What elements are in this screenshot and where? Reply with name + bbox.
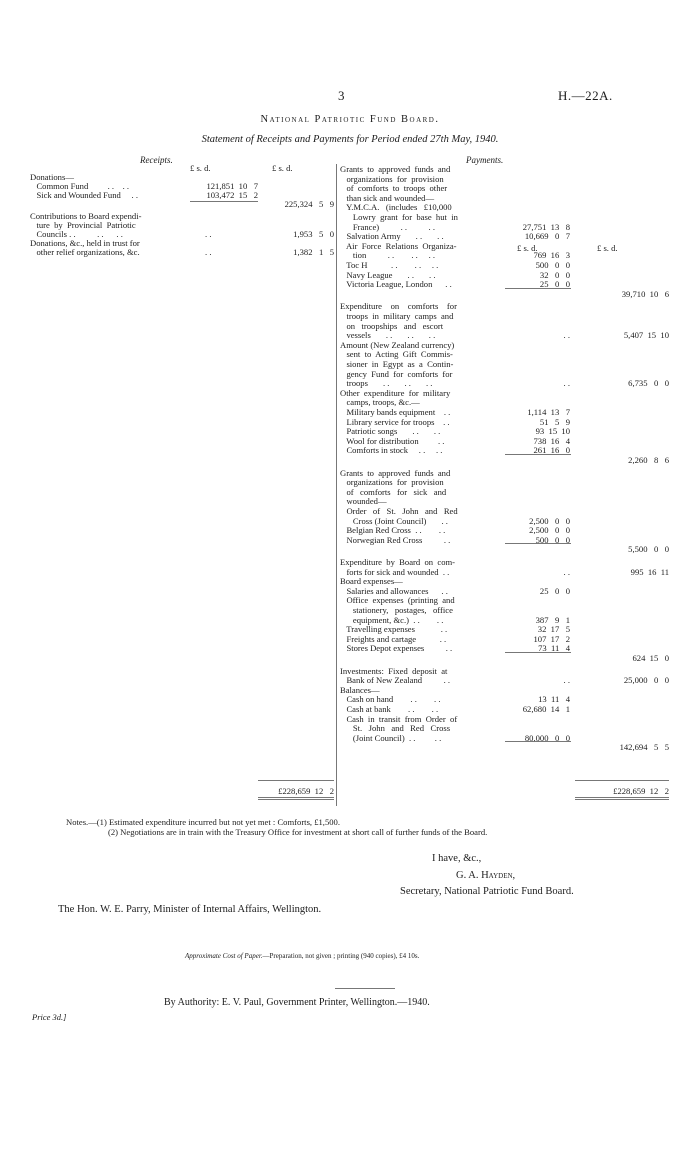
row-amount-a: 93 15 10 <box>535 426 570 437</box>
payments-row <box>340 378 670 388</box>
payments-row <box>340 301 670 311</box>
row-amount-a: . . <box>563 566 570 577</box>
row-label: France) . . . . <box>340 221 435 232</box>
receipts-total: £228,659 12 2 <box>278 786 334 796</box>
row-label: Military bands equipment . . <box>340 407 451 417</box>
row-label: gency Fund for comforts for <box>340 368 453 379</box>
row-label: St. John and Red Cross <box>340 723 451 734</box>
row-amount-a: 121,851 10 7 <box>206 181 258 191</box>
row-amount-a: . . <box>563 330 570 341</box>
row-label: Cash in transit from Order of <box>340 713 458 724</box>
row-amount-b: 5,407 15 10 <box>623 330 669 341</box>
payments-table <box>340 164 670 804</box>
payments-row <box>340 525 670 535</box>
signature-title: Secretary, National Patriotic Fund Board. <box>400 886 574 897</box>
row-label: Common Fund . . . . <box>30 181 130 191</box>
column-divider <box>336 164 337 806</box>
subtotal-rule <box>505 288 571 289</box>
receipts-row <box>30 199 335 209</box>
payments-row <box>340 250 670 260</box>
row-label: Board expenses— <box>340 576 403 587</box>
row-amount-b: 225,324 5 9 <box>284 199 334 209</box>
row-label: troops . . . . . . <box>340 378 433 389</box>
payments-row <box>340 694 670 704</box>
receipts-total-rule-double <box>258 799 334 800</box>
row-amount-a: 73 11 4 <box>538 643 570 654</box>
row-label: on troopships and escort <box>340 320 444 331</box>
row-label: Belgian Red Cross . . . . <box>340 525 446 536</box>
row-amount-a: 387 9 1 <box>535 614 570 625</box>
row-label: Stores Depot expenses . . <box>340 643 453 654</box>
row-label: Expenditure by Board on com- <box>340 557 456 567</box>
subtotal-rule <box>505 741 571 742</box>
payments-row <box>340 369 670 379</box>
row-label: Comforts in stock . . . . <box>340 445 443 456</box>
row-amount-a: 2,500 0 0 <box>529 515 570 526</box>
payments-row <box>340 270 670 280</box>
payments-row <box>340 675 670 685</box>
payments-row <box>340 557 670 567</box>
row-label: stationery, postages, office <box>340 605 453 615</box>
payments-row <box>340 340 670 350</box>
row-label: Wool for distribution . . <box>340 435 445 446</box>
row-amount-a: 51 5 9 <box>539 416 570 427</box>
payments-row <box>340 222 670 232</box>
row-label: Norwegian Red Cross . . <box>340 534 451 545</box>
payments-row <box>340 455 670 465</box>
payments-row <box>340 397 670 407</box>
payments-row <box>340 193 670 203</box>
payments-row <box>340 164 670 174</box>
row-label: Councils . . . . . . <box>30 229 123 239</box>
row-label: Cross (Joint Council) . . <box>340 515 448 526</box>
page-number: 3 <box>338 88 345 103</box>
row-amount-a: 25 0 0 <box>539 585 570 596</box>
row-label: Salaries and allowances . . <box>340 585 448 596</box>
signature-name: G. A. Hayden, <box>456 870 516 881</box>
receipts-total-rule-top <box>258 780 334 781</box>
document-reference: H.—22A. <box>558 88 613 103</box>
row-amount-b: 25,000 0 0 <box>623 675 669 686</box>
row-label: Lowry grant for base hut in <box>340 212 458 222</box>
payments-row <box>340 496 670 506</box>
price: Price 3d.] <box>32 1012 67 1022</box>
row-amount-a: 25 0 0 <box>539 279 570 290</box>
row-amount-b: 5,500 0 0 <box>628 544 669 555</box>
document-title: National Patriotic Fund Board. <box>260 114 440 125</box>
payments-row <box>340 605 670 615</box>
payments-row <box>340 231 670 241</box>
document-subtitle: Statement of Receipts and Payments for Period ended 27th May, 1940. <box>201 134 499 145</box>
row-label: camps, troops, &c.— <box>340 397 420 408</box>
row-amount-a: 1,114 13 7 <box>527 407 570 417</box>
cost-note <box>185 952 419 960</box>
payments-row <box>340 477 670 487</box>
row-amount-a: 500 0 0 <box>535 260 570 270</box>
row-amount-b: 1,382 1 5 <box>293 247 334 257</box>
payments-total-rule-bottom <box>575 797 669 798</box>
payments-row <box>340 359 670 369</box>
cost-note-text: —Preparation, not given ; printing (940 copies), £4 10s. <box>262 952 420 960</box>
row-label: Balances— <box>340 684 380 695</box>
payments-row <box>340 468 670 478</box>
cost-note-label: Approximate Cost of Paper. <box>185 952 263 960</box>
row-label: of comforts to troops other <box>340 183 448 194</box>
row-amount-a: . . <box>190 247 212 257</box>
row-amount-a: 27,751 13 8 <box>522 221 570 232</box>
payments-row <box>340 388 670 398</box>
row-label: organizations for provision <box>340 173 444 184</box>
receipts-row <box>30 247 335 257</box>
row-label: Expenditure on comforts for <box>340 301 457 312</box>
row-amount-b: 39,710 10 6 <box>621 288 669 299</box>
row-label: wounded— <box>340 496 387 507</box>
row-label: than sick and wounded— <box>340 192 435 203</box>
payments-row <box>340 487 670 497</box>
row-amount-a: 769 16 3 <box>533 250 570 261</box>
payments-row <box>340 506 670 516</box>
row-amount-a: 32 17 5 <box>537 624 570 635</box>
payments-row <box>340 241 670 251</box>
receipts-unit-b: £ s. d. <box>272 163 293 173</box>
row-label: Office expenses (printing and <box>340 595 455 606</box>
payments-row <box>340 723 670 733</box>
row-amount-a: 13 11 4 <box>538 694 570 705</box>
row-label: other relief organizations, &c. <box>30 247 140 257</box>
payments-row <box>340 666 670 676</box>
subtotal-rule <box>505 454 571 455</box>
row-label: Air Force Relations Organiza- <box>340 240 457 251</box>
row-amount-a: 62,680 14 1 <box>522 704 570 714</box>
row-label: organizations for provision <box>340 477 444 488</box>
payments-row <box>340 742 670 752</box>
payments-row <box>340 685 670 695</box>
row-label: troops in military camps and <box>340 311 454 321</box>
row-label: Donations, &c., held in trust for <box>30 238 140 248</box>
row-amount-a: . . <box>190 229 212 239</box>
row-label: Freights and cartage . . <box>340 633 447 644</box>
row-label: Travelling expenses . . <box>340 624 448 635</box>
row-amount-a: . . <box>563 675 570 686</box>
payments-row <box>340 426 670 436</box>
note-2: (2) Negotiations are in train with the Treasury Office for investment at short call of further funds of the Board. <box>108 827 488 837</box>
row-label: Order of St. John and Red <box>340 506 458 516</box>
row-amount-a: 738 16 4 <box>533 435 570 446</box>
row-label: Other expenditure for military <box>340 387 451 398</box>
payments-row <box>340 212 670 222</box>
subtotal-rule <box>505 652 571 653</box>
payments-row <box>340 202 670 212</box>
payments-row <box>340 260 670 270</box>
row-label: Grants to approved funds and <box>340 164 451 174</box>
payments-row <box>340 595 670 605</box>
row-amount-b: 1,953 5 0 <box>293 229 334 239</box>
row-amount-b: 142,694 5 5 <box>619 742 669 753</box>
row-label: of comforts for sick and <box>340 486 447 497</box>
payments-row <box>340 417 670 427</box>
payments-heading: Payments. <box>466 155 504 165</box>
row-label: Contributions to Board expendi- <box>30 211 142 221</box>
row-amount-a: 10,669 0 7 <box>524 231 570 242</box>
receipts-heading: Receipts. <box>140 155 173 165</box>
subtotal-rule <box>505 543 571 544</box>
row-amount-a: . . <box>563 378 570 389</box>
row-label: Salvation Army . . . . <box>340 231 444 242</box>
payments-total: £228,659 12 2 <box>613 786 669 796</box>
row-amount-b: 2,260 8 6 <box>628 455 669 465</box>
authority-rule <box>335 988 395 989</box>
row-label: Library service for troops . . <box>340 416 450 427</box>
payments-row <box>340 311 670 321</box>
row-label: sent to Acting Gift Commis- <box>340 349 453 360</box>
row-label: forts for sick and wounded . . <box>340 566 450 577</box>
payments-row <box>340 624 670 634</box>
payments-row <box>340 349 670 359</box>
row-amount-b: 624 15 0 <box>632 653 669 663</box>
payments-row <box>340 653 670 663</box>
payments-row <box>340 436 670 446</box>
payments-row <box>340 289 670 299</box>
row-label: Cash on hand . . . . <box>340 694 441 705</box>
payments-row <box>340 615 670 625</box>
payments-row <box>340 321 670 331</box>
payments-row <box>340 516 670 526</box>
payments-unit-b: £ s. d. <box>597 243 618 253</box>
payments-row <box>340 183 670 193</box>
payments-total-rule-top <box>575 780 669 781</box>
receipts-unit-a: £ s. d. <box>190 163 211 173</box>
payments-total-rule-double <box>575 799 669 800</box>
row-label: (Joint Council) . . . . <box>340 732 442 743</box>
row-label: Victoria League, London . . <box>340 279 452 290</box>
row-label: Investments: Fixed deposit at <box>340 665 448 676</box>
row-label: ture by Provincial Patriotic <box>30 220 136 230</box>
payments-row <box>340 704 670 714</box>
payments-row <box>340 576 670 586</box>
row-label: vessels . . . . . . <box>340 330 436 341</box>
payments-row <box>340 586 670 596</box>
payments-row <box>340 174 670 184</box>
printer-authority: By Authority: E. V. Paul, Government Printer, Wellington.—1940. <box>164 997 430 1008</box>
row-amount-a: 500 0 0 <box>535 534 570 545</box>
payments-row <box>340 544 670 554</box>
row-label: equipment, &c.) . . . . <box>340 614 444 625</box>
row-amount-b: 6,735 0 0 <box>628 378 669 389</box>
payments-row <box>340 330 670 340</box>
row-amount-a: 103,472 15 2 <box>206 190 258 200</box>
row-amount-b: 995 16 11 <box>630 566 669 577</box>
note-1: Notes.—(1) Estimated expenditure incurred but not yet met : Comforts, £1,500. <box>66 817 340 827</box>
row-label: Bank of New Zealand . . <box>340 675 451 686</box>
row-amount-a: 261 16 0 <box>533 445 570 456</box>
row-label: Y.M.C.A. (includes £10,000 <box>340 202 452 213</box>
row-label: Toc H . . . . . . <box>340 260 439 270</box>
signature-salutation: I have, &c., <box>432 853 482 864</box>
payments-unit-a: £ s. d. <box>517 243 538 253</box>
row-label: sioner in Egypt as a Contin- <box>340 359 454 369</box>
row-label: Sick and Wounded Fund . . <box>30 190 139 200</box>
row-label: tion . . . . . . <box>340 250 436 261</box>
row-amount-a: 80,000 0 0 <box>524 732 570 743</box>
row-amount-a: 107 17 2 <box>533 633 570 644</box>
addressee: The Hon. W. E. Parry, Minister of Internal Affairs, Wellington. <box>58 904 322 915</box>
receipts-total-rule-bottom <box>258 797 334 798</box>
row-label: Patriotic songs . . . . <box>340 426 441 437</box>
payments-row <box>340 407 670 417</box>
row-label: Navy League . . . . <box>340 269 436 280</box>
row-amount-a: 32 0 0 <box>539 269 570 280</box>
row-label: Donations— <box>30 172 74 182</box>
payments-row <box>340 634 670 644</box>
row-label: Cash at bank . . . . <box>340 704 439 714</box>
row-label: Amount (New Zealand currency) <box>340 339 455 350</box>
row-label: Grants to approved funds and <box>340 467 451 478</box>
row-amount-a: 2,500 0 0 <box>529 525 570 536</box>
payments-row <box>340 567 670 577</box>
payments-row <box>340 714 670 724</box>
